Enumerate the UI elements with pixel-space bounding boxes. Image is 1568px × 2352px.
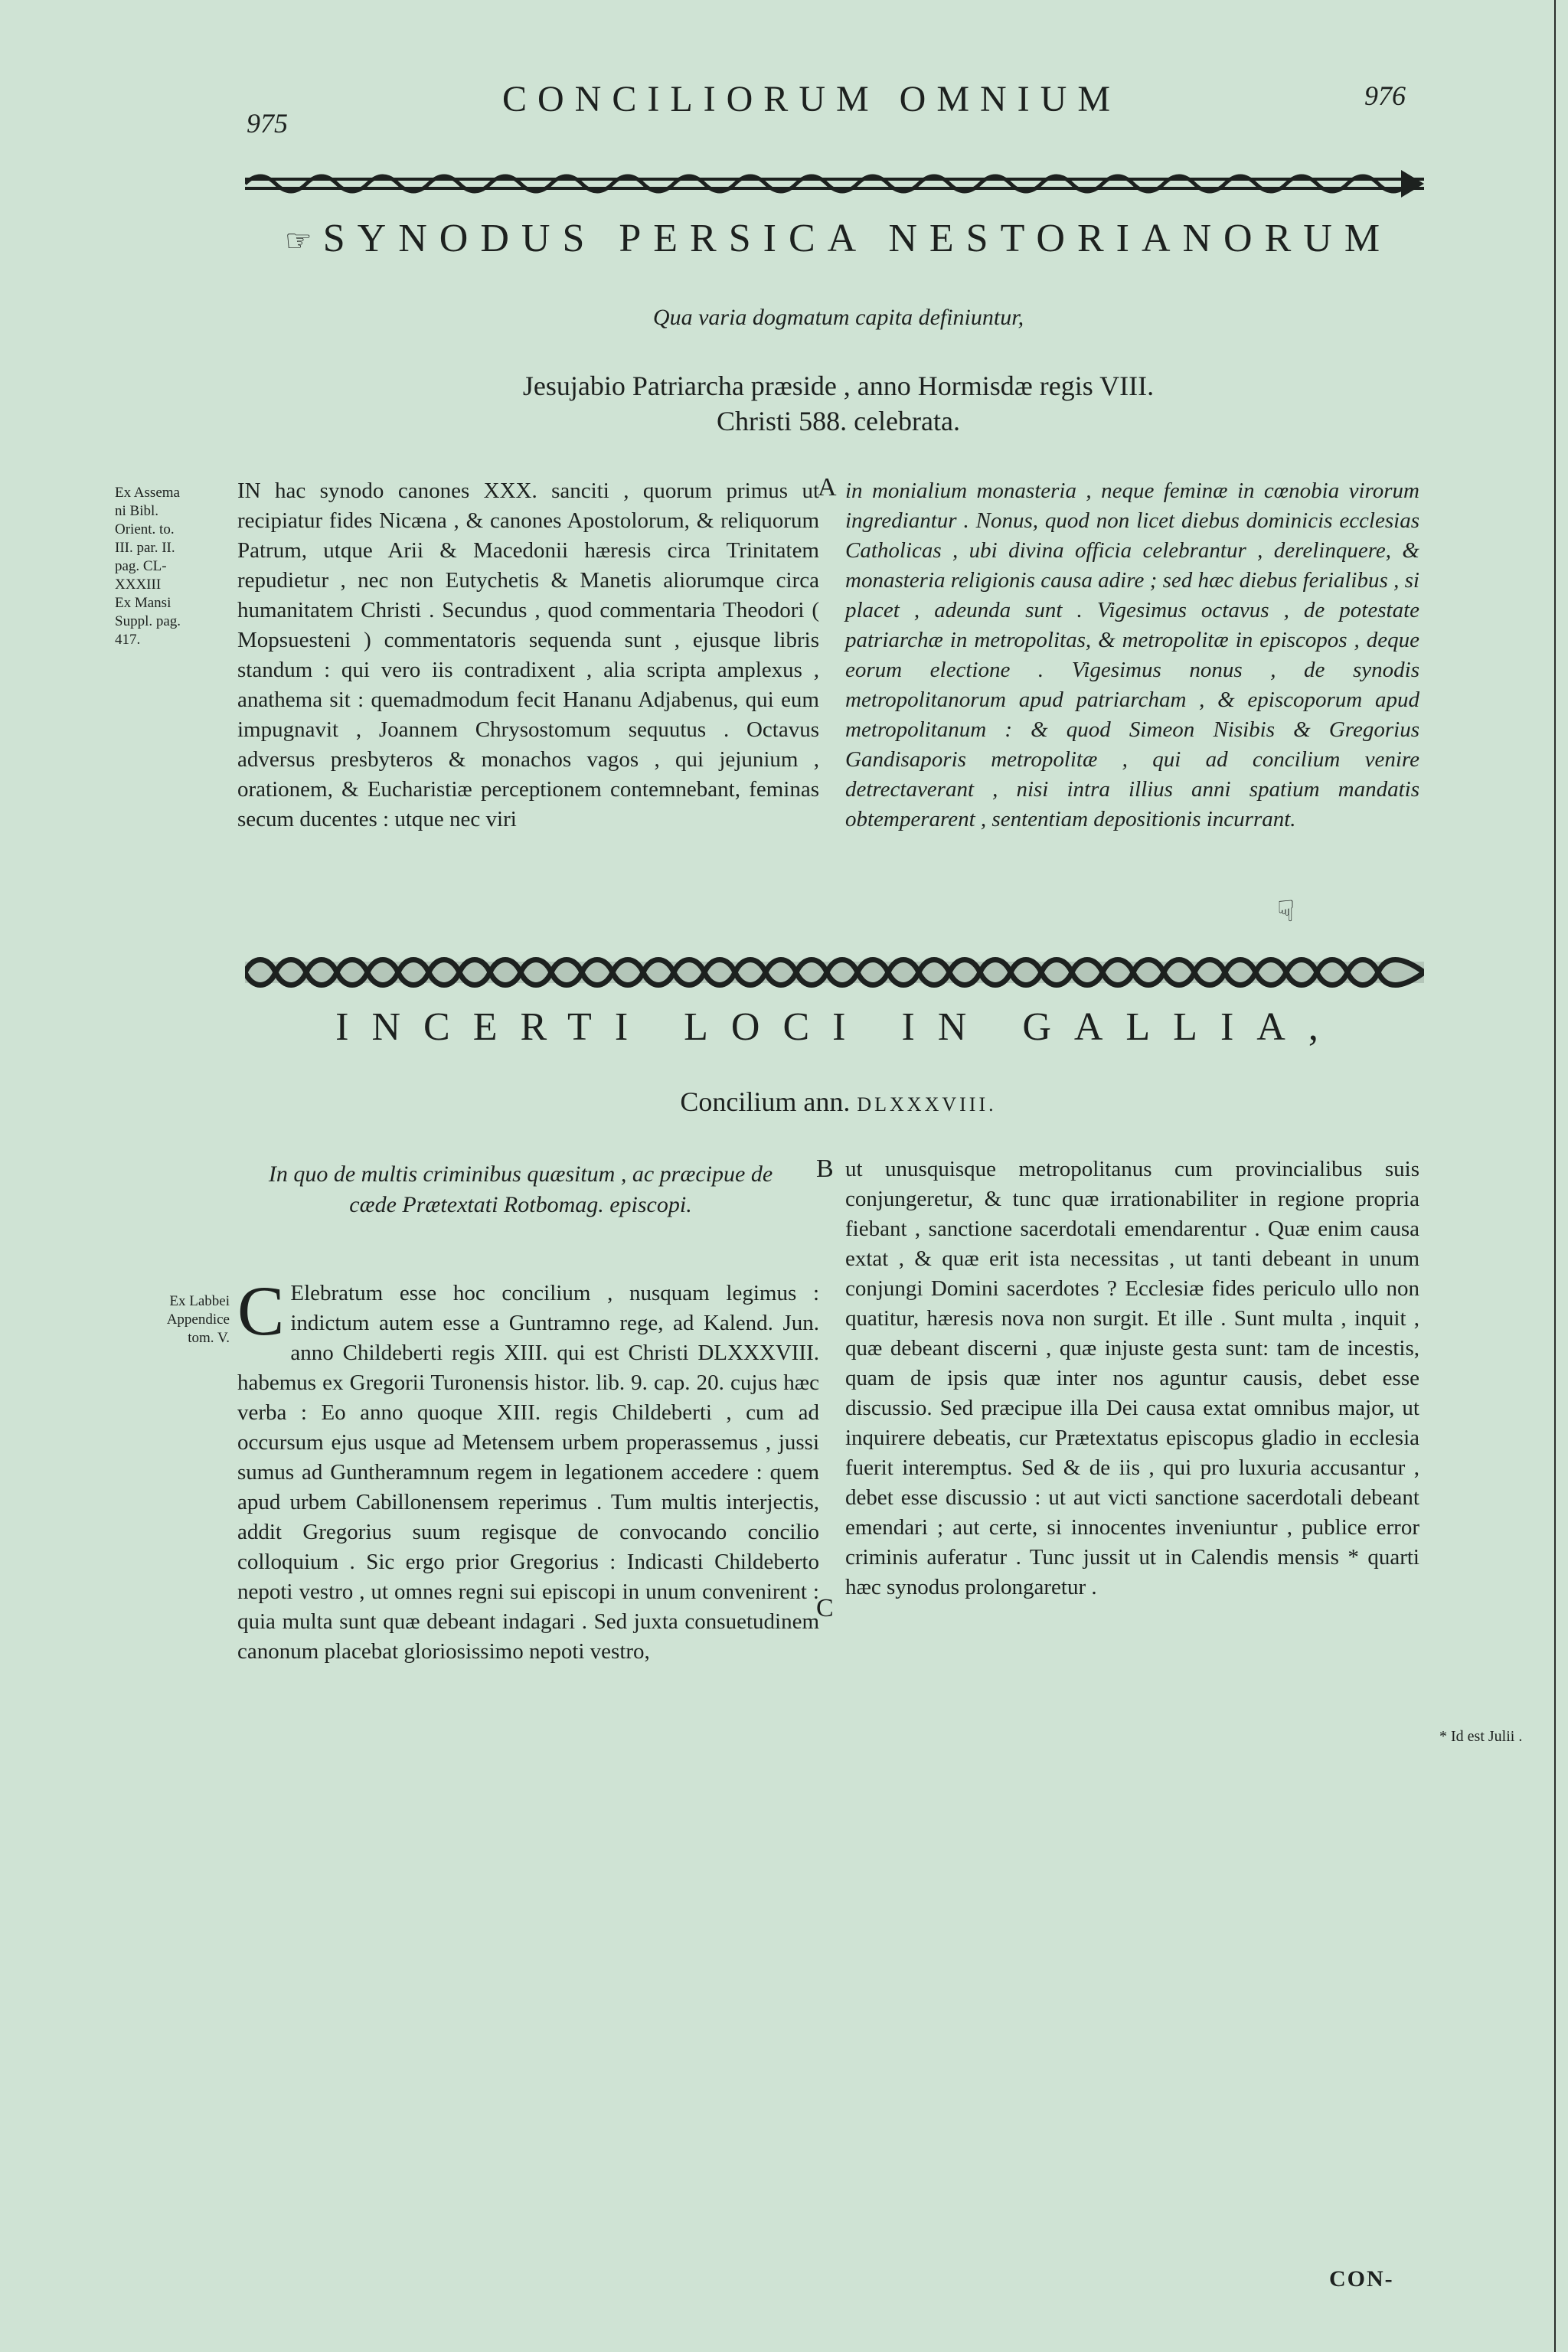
ornament-band-top (245, 167, 1424, 201)
catchword: CON- (1329, 2266, 1394, 2292)
section-title-text: SYNODUS PERSICA NESTORIANORUM (322, 217, 1393, 260)
section-subtitle-line-1: Jesujabio Patriarcha præside , anno Hormisdæ regis VIII. (522, 371, 1155, 401)
text-column-left-2 (237, 1272, 819, 1667)
section-title-synodus-persica (253, 216, 1424, 261)
paragraph-gallia-left: Elebratum esse hoc concilium , nusquam legimus : indictum autem esse a Guntramno rege, ad Kalend. Jun. anno Childeberti regis XIII. qui est Christi DLXXXVIII. habemus ex Gregorii Turonensis histor. lib. 9. cap. 20. cujus hæc verba : Eo anno quoque XIII. regis Childeberti , cum ad occursum ejus usque ad Metensem urbem properassemus , jussi sumus ad Guntheramnum regem in legationem accedere : quem apud urbem Cabillonensem reperimus . Tum multis interjectis, addit Gregorius suum regisque de convocando concilio colloquium . Sic ergo prior Gregorius : Indicasti Childeberto nepoti vestro , ut omnes regni sui episcopi in unum convenirent : quia multa sunt quæ debeant indagari . Sed juxta consuetudinem canonum placebat gloriosissimo nepoti vestro, (237, 1281, 819, 1664)
pointing-hand-icon: ☞ (284, 224, 312, 258)
column-marker-c: C (816, 1594, 834, 1622)
paragraph-synod-canons-right: in monialium monasteria , neque feminæ in cœnobia virorum ingrediantur . Nonus, quod non licet diebus dominicis ecclesias Catholicas , ubi divina officia celebrantur , derelinquere, & monasteria religionis causa adire ; sed hæc diebus ferialibus , si placet , adeunda sunt . Vigesimus octavus , de potestate patriarchæ in metropolitas, & metropolitæ in episcopos , deque eorum electione . Vigesimus nonus , de synodis metropolitanorum apud patriarcham , & episcoporum apud metropolitanum : & quod Simeon Nisibis & Gregorius Gandisaporis metropolitæ , qui ad concilium venire detrectaverant , nisi intra illius anni spatium mandatis obtemperarent , sententiam depositionis incurrant. (845, 479, 1419, 831)
ornament-band-middle (245, 956, 1424, 989)
footnote-id-est-julii: * Id est Julii . (1439, 1728, 1523, 1745)
page-number-left: 975 (247, 108, 288, 139)
drop-cap-c: C (237, 1272, 285, 1350)
marginal-note-assemani: Ex Assema ni Bibl. Orient. to. III. par. II. pag. CL- XXXIII Ex Mansi Suppl. pag. 417. (115, 485, 181, 648)
text-column-right-1 (845, 476, 1419, 835)
section-title-incerti-loci: INCERTI LOCI IN GALLIA, (335, 1005, 1341, 1049)
section-subtitle-line-2: Christi 588. celebrata. (717, 406, 960, 436)
section-subtitle-italic: Qua varia dogmatum capita definiuntur, (652, 305, 1024, 330)
text-column-right-2 (845, 1155, 1419, 1602)
paragraph-synod-canons-left: IN hac synodo canones XXX. sanciti , quorum primus ut recipiatur fides Nicæna , & canones Apostolorum, & reliquorum Patrum, utque Arii & Macedonii hæresis circa Trinitatem repudietur , nec non Eutychetis & Manetis aliorumque circa humanitatem Christi . Secundus , quod commentaria Theodori ( Mopsuesteni ) commentatoris sequenda sunt , ejusque libris standum : qui vero iis contradixent , alia scripta amplexus , anathema sit : quemadmodum fecit Hananu Adjabenus, qui eum impugnavit , Joannem Chrysostomum sequutus . Octavus adversus presbyteros & monachos vagos , qui jejunium , orationem, & Eucharistiæ perceptionem contemnebant, feminas secum ducentes : utque nec viri (237, 479, 819, 831)
column-marker-a: A (818, 473, 837, 501)
page-number-right: 976 (1364, 80, 1406, 111)
text-column-left-1 (237, 476, 819, 835)
paragraph-gallia-right: ut unusquisque metropolitanus cum provincialibus suis conjungeretur, & tunc quæ irrationabiliter in regione propria fiebant , sanctione sacerdotali emendarentur . Quæ enim causa extat , & quæ erit ista necessitas , ut tanti debeant in unum conjungi Domini sacerdotes ? Ecclesiæ fides periculo ullo non quatitur, hæresis nova non surgit. Et ille . Sunt multa , inquit , quæ debeant discerni , quæ injuste gesta sunt: tam de incestis, quam de ipsis quæ inter nos aguntur causis, debet esse discussio. Sed præcipue illa Dei causa extat omnibus major, ut inquirere debeatis, cur Prætextatus episcopus gladio in ecclesia fuerit interemptus. Sed & de iis , qui pro luxuria accusantur , debet esse discussio : ut aut victi sanctione sacerdotali debeant emendari ; aut certe, si innocentes inveniuntur , publice error criminis auferatur . Tunc jussit ut in Calendis mensis * quarti hæc synodus prolongaretur . (845, 1157, 1419, 1599)
pointing-hand-icon-end: ☟ (1277, 896, 1295, 928)
marginal-note-labbei: Ex Labbei Appendice tom. V. (166, 1293, 230, 1346)
running-title: CONCILIORUM OMNIUM (501, 79, 1121, 119)
concilium-year: DLXXXVIII. (857, 1093, 997, 1116)
section-intro-italic: In quo de multis criminibus quæsitum , ac præcipue de cæde Prætextati Rotbomag. episcopi. (268, 1161, 773, 1217)
concilium-heading (253, 1086, 1424, 1118)
column-marker-b: B (816, 1155, 834, 1183)
concilium-prefix: Concilium ann. (680, 1086, 851, 1117)
page-edge-line (1554, 0, 1556, 2352)
